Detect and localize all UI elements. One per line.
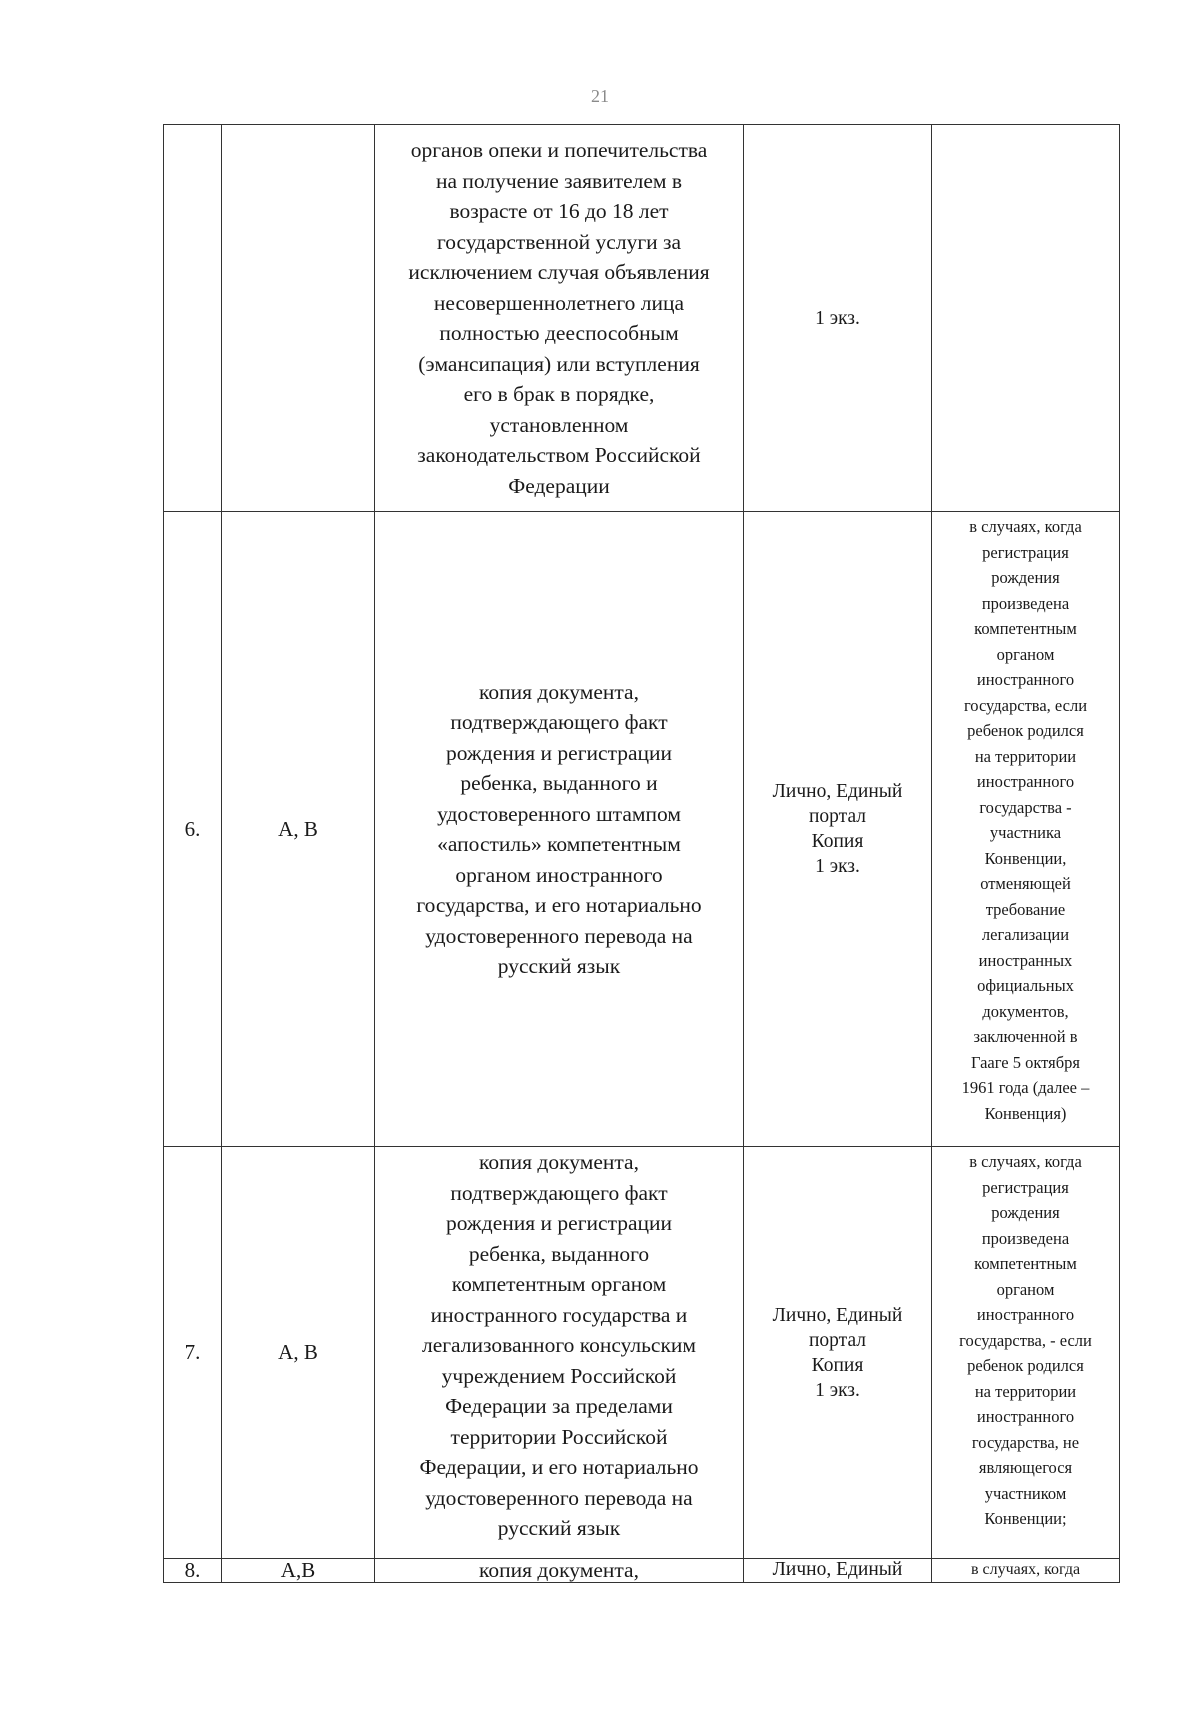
description-cell <box>375 1559 744 1583</box>
submission-mode-cell-line: Копия <box>811 1354 864 1376</box>
note-cell-line: государства - <box>979 797 1072 817</box>
note-cell-line: произведена <box>981 593 1070 613</box>
note-cell <box>932 125 1120 512</box>
note-cell-line: рождения <box>991 568 1060 587</box>
note-cell-line: отменяющей <box>980 874 1071 893</box>
note-cell-line: участником <box>984 1483 1067 1503</box>
category-cell: А, В <box>222 1147 375 1559</box>
note-cell-line: ребенок родился <box>967 1356 1084 1375</box>
note-cell-line: органом <box>996 1279 1055 1299</box>
note-cell-line: Гааге 5 октября <box>970 1052 1080 1072</box>
submission-mode-cell-line: Лично, Единый <box>772 781 903 802</box>
description-cell-line: возрасте от 16 до 18 лет <box>449 199 669 223</box>
submission-mode-cell <box>744 512 932 1147</box>
description-cell-line: ребенка, выданного <box>468 1241 650 1266</box>
submission-mode-cell-line: Лично, Единый <box>772 1559 903 1580</box>
description-cell-line: исключением случая объявления <box>408 260 710 284</box>
note-cell <box>932 1147 1120 1559</box>
note-cell-line: иностранных <box>978 950 1073 970</box>
note-cell-line: на территории <box>974 746 1077 766</box>
row-number-cell: 7. <box>164 1147 222 1559</box>
description-cell-line: иностранного государства и <box>430 1302 688 1327</box>
description-cell-line: Федерации <box>508 473 610 498</box>
note-cell-line: иностранного <box>976 1305 1075 1324</box>
description-cell-line: копия документа, <box>479 679 639 704</box>
submission-mode-cell-line: портал <box>809 806 866 827</box>
note-cell-line: иностранного <box>976 1407 1075 1426</box>
description-cell-line: Федерации, и его нотариально <box>419 1455 699 1479</box>
table-row <box>164 1559 1120 1583</box>
description-cell-line: государства, и его нотариально <box>416 893 702 917</box>
note-cell-line: ребенок родился <box>967 721 1084 740</box>
note-cell-line: документов, <box>982 1001 1069 1021</box>
submission-mode-cell-line: 1 экз. <box>815 856 860 877</box>
submission-mode-cell-line: Копия <box>811 831 864 852</box>
description-cell-line: компетентным органом <box>451 1272 667 1296</box>
row-number-cell <box>164 125 222 512</box>
description-cell-line: рождения и регистрации <box>445 1211 673 1235</box>
note-cell-line: в случаях, когда <box>969 517 1082 536</box>
description-cell-line: копия документа, <box>479 1150 639 1174</box>
note-cell-line: государства, не <box>971 1432 1080 1452</box>
description-cell-line: органов опеки и попечительства <box>410 138 708 162</box>
category-cell <box>222 125 375 512</box>
description-cell-line: русский язык <box>497 954 621 978</box>
note-cell-line: официальных <box>977 976 1074 995</box>
description-cell-line: копия документа, <box>479 1558 639 1582</box>
note-cell-line: государства, - если <box>959 1330 1092 1350</box>
submission-mode-cell-line: 1 экз. <box>815 1379 860 1401</box>
note-cell <box>932 1559 1120 1583</box>
note-cell-line: регистрация <box>982 542 1069 562</box>
note-cell-line: компетентным <box>974 1254 1077 1273</box>
note-cell-line: 1961 года (далее – <box>961 1078 1090 1097</box>
note-cell-line: в случаях, когда <box>970 1561 1081 1578</box>
submission-mode-cell-line: портал <box>809 1329 866 1351</box>
documents-table <box>163 124 1120 1583</box>
description-cell-line: подтверждающего факт <box>450 710 668 734</box>
description-cell-line: несовершеннолетнего лица <box>433 290 685 315</box>
note-cell-line: компетентным <box>974 619 1077 638</box>
note-cell-line: участника <box>989 823 1062 842</box>
description-cell-line: подтверждающего факт <box>450 1180 668 1205</box>
table-row <box>164 1147 1120 1559</box>
note-cell-line: произведена <box>981 1228 1070 1248</box>
note-cell-line: Конвенция) <box>984 1103 1067 1123</box>
row-number-cell: 6. <box>164 512 222 1147</box>
submission-mode-cell-line: 1 экз. <box>815 307 860 329</box>
note-cell-line: требование <box>985 899 1066 919</box>
category-cell: А, В <box>222 512 375 1147</box>
description-cell-line: его в брак в порядке, <box>463 382 655 406</box>
note-cell-line: органом <box>996 644 1055 664</box>
note-cell-line: в случаях, когда <box>969 1152 1082 1171</box>
description-cell-line: законодательством Российской <box>417 443 701 467</box>
description-cell-line: русский язык <box>497 1516 621 1540</box>
note-cell-line: Конвенции; <box>984 1509 1067 1528</box>
note-cell-line: на территории <box>974 1381 1077 1401</box>
description-cell-line: «апостиль» компетентным <box>437 832 681 856</box>
submission-mode-cell-line: Лично, Единый <box>772 1304 903 1326</box>
note-cell-line: государства, если <box>963 695 1088 715</box>
description-cell-line: органом иностранного <box>455 862 663 887</box>
description-cell-line: установленном <box>489 412 629 437</box>
submission-mode-cell <box>744 125 932 512</box>
table-row <box>164 125 1120 512</box>
note-cell-line: легализации <box>981 925 1070 944</box>
category-cell: А,В <box>222 1559 375 1583</box>
row-number-cell: 8. <box>164 1559 222 1583</box>
note-cell-line: Конвенции, <box>984 848 1067 868</box>
description-cell-line: удостоверенного перевода на <box>425 1485 693 1510</box>
note-cell-line: заключенной в <box>973 1027 1078 1046</box>
note-cell-line: являющегося <box>978 1458 1073 1477</box>
description-cell-line: удостоверенного штампом <box>437 801 681 826</box>
description-cell <box>375 512 744 1147</box>
description-cell <box>375 125 744 512</box>
note-cell <box>932 512 1120 1147</box>
description-cell-line: ребенка, выданного и <box>460 771 658 795</box>
description-cell-line: (эмансипация) или вступления <box>418 351 700 376</box>
table-row <box>164 512 1120 1147</box>
description-cell-line: полностью дееспособным <box>439 321 679 345</box>
note-cell-line: иностранного <box>976 772 1075 791</box>
note-cell-line: иностранного <box>976 670 1075 689</box>
submission-mode-cell <box>744 1559 932 1583</box>
description-cell-line: территории Российской <box>450 1424 668 1449</box>
note-cell-line: рождения <box>991 1203 1060 1222</box>
description-cell-line: Федерации за пределами <box>445 1394 673 1418</box>
note-cell-line: регистрация <box>982 1177 1069 1197</box>
description-cell-line: учреждением Российской <box>441 1363 677 1388</box>
submission-mode-cell <box>744 1147 932 1559</box>
description-cell-line: легализованного консульским <box>421 1333 697 1357</box>
description-cell <box>375 1147 744 1559</box>
description-cell-line: удостоверенного перевода на <box>425 923 693 948</box>
description-cell-line: рождения и регистрации <box>445 740 673 765</box>
page-number: 21 <box>591 86 609 106</box>
description-cell-line: государственной услуги за <box>436 229 682 254</box>
description-cell-line: на получение заявителем в <box>435 168 683 193</box>
